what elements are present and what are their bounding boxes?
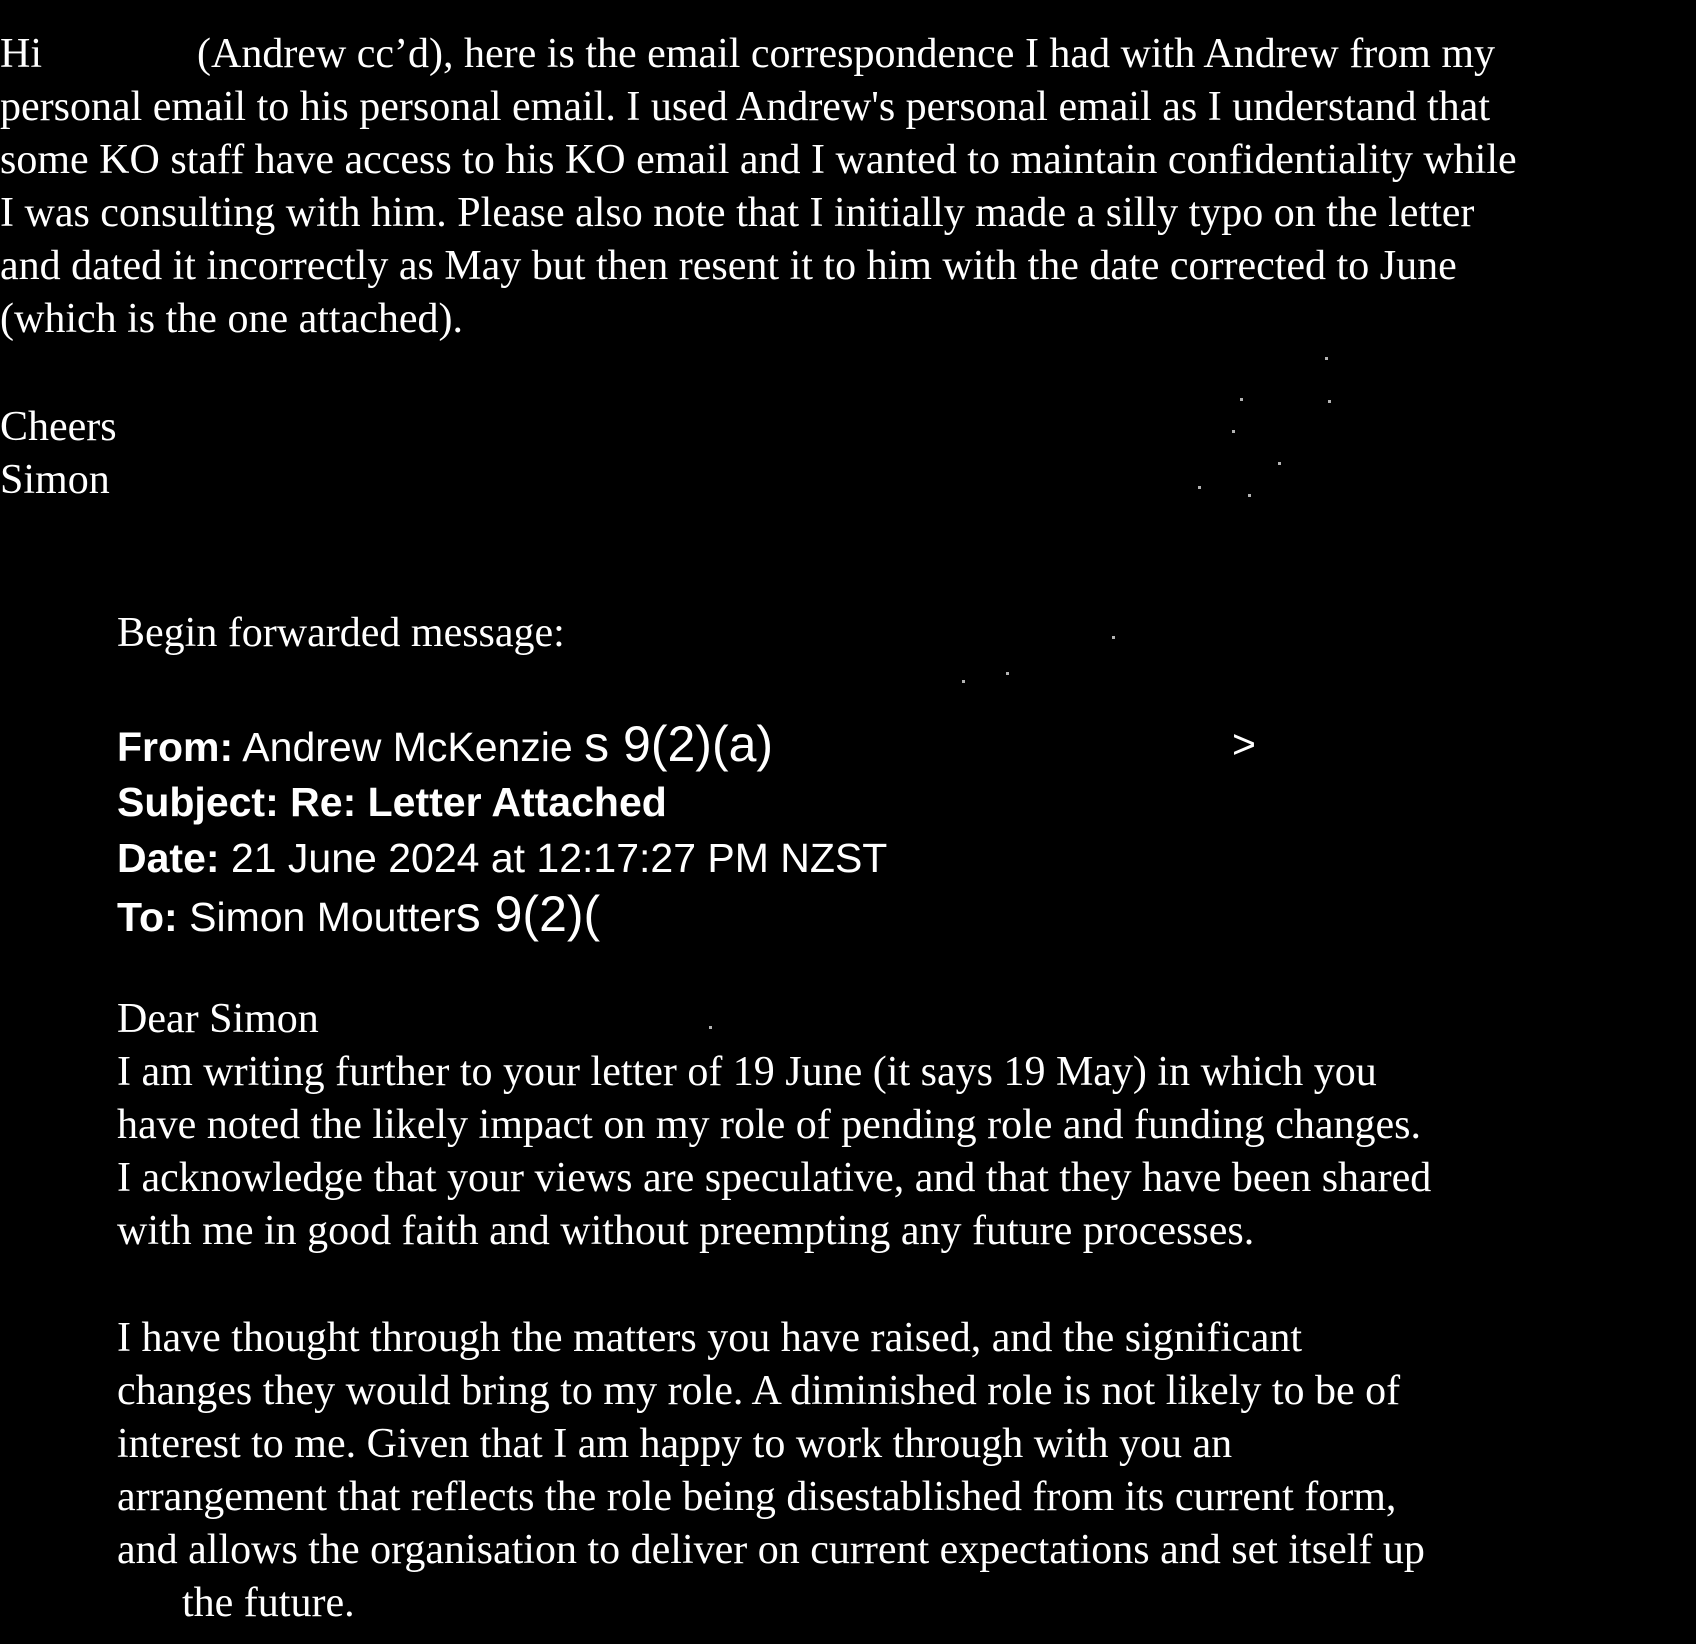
para2-line-6: the future. — [182, 1580, 355, 1626]
para2-line-1: I have thought through the matters you have raised, and the significant — [117, 1315, 1303, 1361]
scan-speck — [1328, 400, 1331, 403]
para2-line-2: changes they would bring to my role. A diminished role is not likely to be of — [117, 1368, 1401, 1414]
para1-line-3: I acknowledge that your views are speculative, and that they have been shared — [117, 1155, 1432, 1201]
scan-speck — [1278, 462, 1281, 465]
signature: Simon — [0, 457, 110, 503]
para2-line-5: and allows the organisation to deliver on current expectations and set itself up — [117, 1527, 1425, 1573]
scan-speck — [1006, 672, 1009, 675]
header-subject — [117, 774, 667, 830]
scan-speck — [1248, 494, 1251, 497]
date-label: Date: — [117, 835, 220, 881]
letter-salutation: Dear Simon — [117, 996, 319, 1042]
subject-label: Subject: — [117, 779, 279, 825]
subject-value: Re: Letter Attached — [290, 779, 667, 825]
to-value: Simon Moutter — [189, 894, 456, 940]
para1-line-4: with me in good faith and without preempting any future processes. — [117, 1208, 1255, 1254]
header-date — [117, 830, 887, 886]
from-label: From: — [117, 724, 234, 770]
intro-line-6: (which is the one attached). — [0, 296, 463, 342]
scan-speck — [962, 680, 965, 683]
header-from — [117, 716, 773, 775]
signoff: Cheers — [0, 404, 117, 450]
scan-speck — [1232, 430, 1235, 433]
intro-line-4: I was consulting with him. Please also note that I initially made a silly typo on the letter — [0, 190, 1475, 236]
scan-speck — [1240, 398, 1243, 401]
para1-line-1: I am writing further to your letter of 19 June (it says 19 May) in which you — [117, 1049, 1377, 1095]
para2-line-3: interest to me. Given that I am happy to work through with you an — [117, 1421, 1233, 1467]
from-trailing-bracket: > — [1232, 721, 1256, 767]
from-redaction-code: s 9(2)(a) — [584, 716, 774, 772]
date-value: 21 June 2024 at 12:17:27 PM NZST — [230, 835, 888, 881]
scan-speck — [709, 1026, 712, 1029]
header-to — [117, 886, 600, 945]
to-redaction-code: s 9(2)( — [455, 886, 601, 942]
para2-line-4: arrangement that reflects the role being disestablished from its current form, — [117, 1474, 1397, 1520]
intro-line-2: personal email to his personal email. I used Andrew's personal email as I understand that — [0, 84, 1490, 130]
forward-banner: Begin forwarded message: — [117, 610, 565, 656]
scan-speck — [1112, 636, 1115, 639]
intro-line-3: some KO staff have access to his KO email and I wanted to maintain confidentiality while — [0, 137, 1517, 183]
to-label: To: — [117, 894, 178, 940]
scan-speck — [1325, 357, 1328, 360]
intro-line-1 — [0, 28, 1495, 81]
para1-line-2: have noted the likely impact on my role of pending role and funding changes. — [117, 1102, 1421, 1148]
from-value: Andrew McKenzie — [242, 724, 573, 770]
scan-speck — [1198, 486, 1201, 489]
intro-text-1: (Andrew cc’d), here is the email correspondence I had with Andrew from my — [197, 31, 1496, 77]
greeting: Hi — [0, 31, 42, 77]
intro-line-5: and dated it incorrectly as May but then resent it to him with the date corrected to June — [0, 243, 1457, 289]
